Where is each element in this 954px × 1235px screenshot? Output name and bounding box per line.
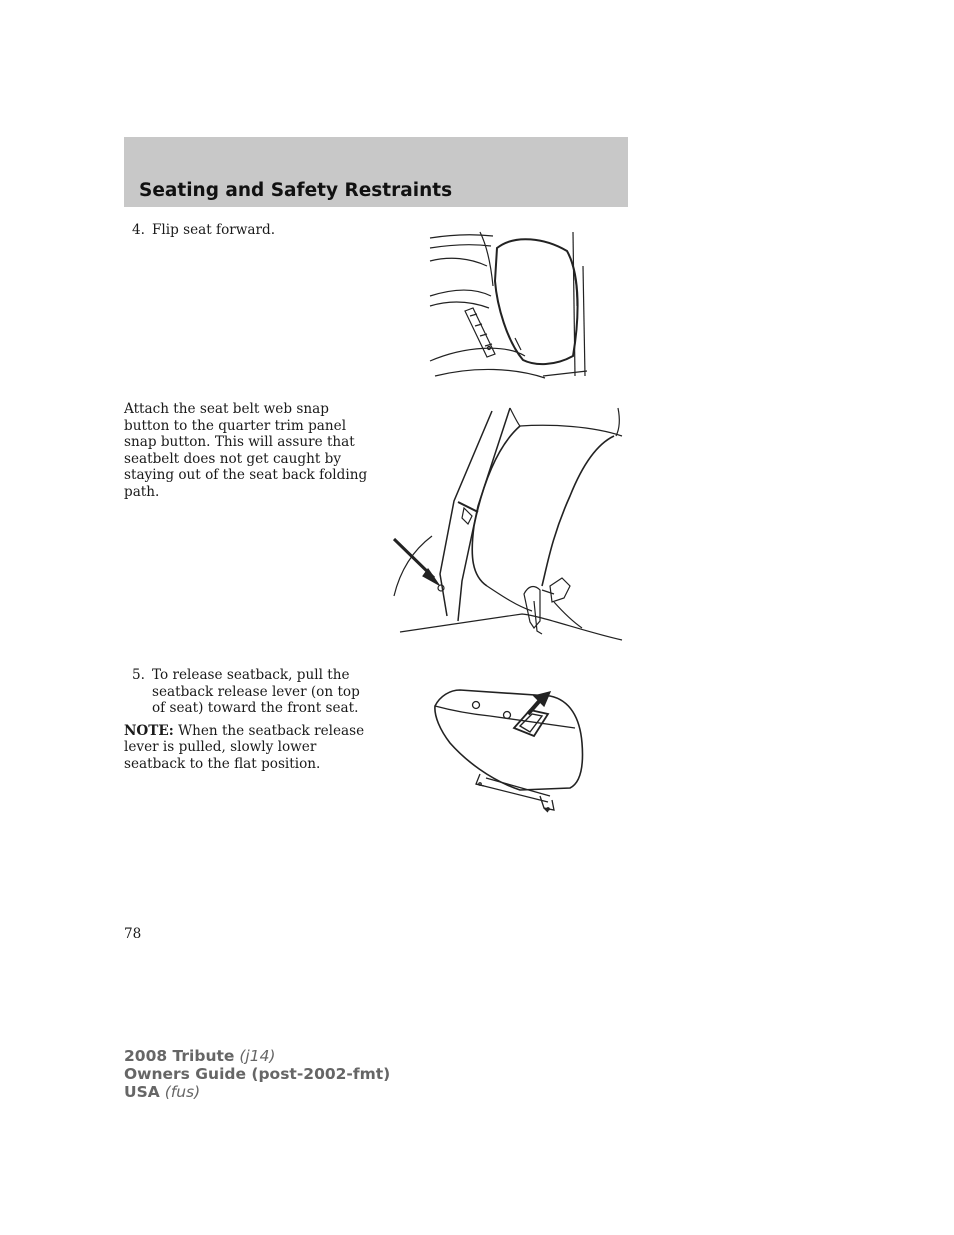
note <box>124 723 374 773</box>
footer-guide: Owners Guide (post-2002-fmt) <box>124 1065 391 1083</box>
belt-snap-figure <box>392 406 627 646</box>
step-5-block <box>124 667 374 772</box>
flip-seat-figure <box>425 226 590 384</box>
seatback-release-lever-illustration <box>430 688 588 818</box>
attach-paragraph-block <box>124 401 370 500</box>
page-number: 78 <box>124 926 142 942</box>
footer <box>124 1047 390 1101</box>
step-4-number: 4. <box>132 222 145 238</box>
attach-paragraph: Attach the seat belt web snap button to the quarter trim panel snap button. This will assure that seatbelt does not get caught by staying out of the seat back folding path. <box>124 401 368 500</box>
section-title: Seating and Safety Restraints <box>139 180 453 201</box>
footer-model-code: (j14) <box>239 1047 276 1065</box>
seatbelt-snap-illustration <box>392 406 627 646</box>
note-label: NOTE: <box>124 722 174 739</box>
footer-market-code: (fus) <box>164 1083 201 1101</box>
section-header-band <box>124 137 628 207</box>
step-5 <box>124 667 374 717</box>
step-4-block <box>124 222 374 239</box>
footer-line-1 <box>124 1047 390 1065</box>
step-5-number: 5. <box>132 667 145 683</box>
note-text: When the seatback release lever is pulled, slowly lower seatback to the flat position. <box>124 722 365 772</box>
release-lever-figure <box>430 688 588 818</box>
footer-line-3 <box>124 1083 390 1101</box>
step-5-text: To release seatback, pull the seatback release lever (on top of seat) toward the front seat. <box>152 667 360 716</box>
footer-market: USA <box>124 1083 160 1101</box>
step-4 <box>124 222 374 239</box>
step-4-text: Flip seat forward. <box>152 222 276 238</box>
flip-seat-illustration <box>425 226 590 384</box>
footer-line-2 <box>124 1065 390 1083</box>
footer-model: 2008 Tribute <box>124 1047 235 1065</box>
